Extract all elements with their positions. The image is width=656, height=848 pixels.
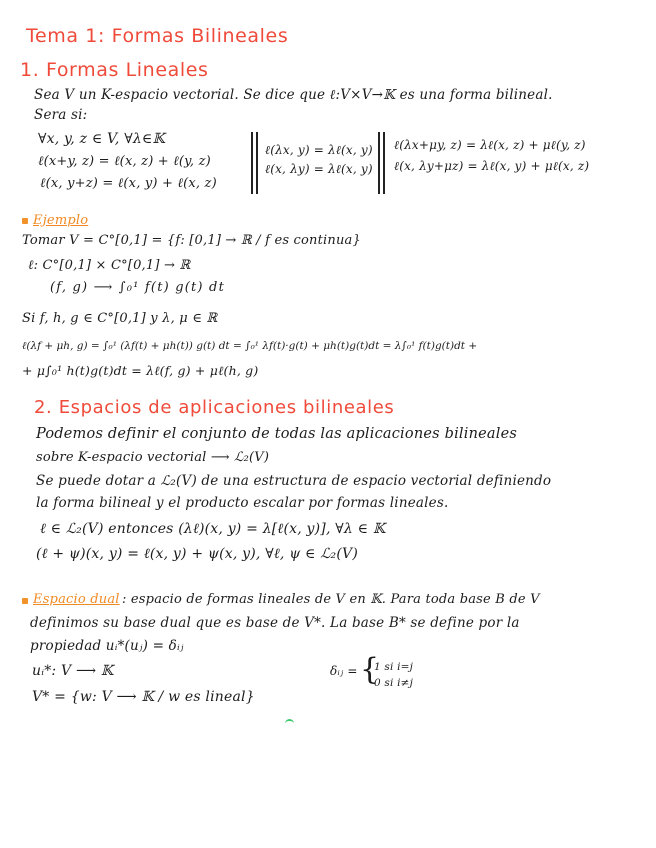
condition-additivity-first: ℓ(x+y, z) = ℓ(x, z) + ℓ(y, z) — [38, 154, 211, 169]
divider-left-b — [256, 132, 258, 194]
section1-intro-line1: Sea V un K-espacio vectorial. Se dice que ℓ:V×V→𝕂 es una forma bilineal. — [34, 87, 553, 103]
ejemplo-line2: ℓ: C°[0,1] × C°[0,1] → ℝ — [28, 258, 191, 273]
section2-line3: Se puede dotar a ℒ₂(V) de una estructura de espacio vectorial definiendo — [36, 473, 552, 489]
condition-linear-second: ℓ(x, λy+μz) = λℓ(x, y) + μℓ(x, z) — [394, 159, 590, 173]
section2-line4: la forma bilineal y el producto escalar por formas lineales. — [36, 495, 449, 511]
section1-title: 1. Formas Lineales — [20, 59, 209, 81]
delta-brace: { — [360, 652, 380, 687]
section2-line5: ℓ ∈ ℒ₂(V) entonces (λℓ)(x, y) = λ[ℓ(x, y)], ∀λ ∈ 𝕂 — [40, 521, 386, 537]
dual-line5: V* = {w: V ⟶ 𝕂 / w es lineal} — [32, 689, 255, 705]
dual-line1: : espacio de formas lineales de V en 𝕂. Para toda base B de V — [122, 592, 540, 607]
section2-line2: sobre K-espacio vectorial ⟶ ℒ₂(V) — [36, 450, 270, 465]
divider-right-a — [378, 132, 380, 194]
condition-quantifier: ∀x, y, z ∈ V, ∀λ∈𝕂 — [38, 131, 165, 147]
condition-homogeneity-first: ℓ(λx, y) = λℓ(x, y) — [265, 143, 373, 157]
dual-line3: propiedad uᵢ*(uⱼ) = δᵢⱼ — [30, 638, 184, 654]
divider-right-b — [383, 132, 385, 194]
section2-line1: Podemos definir el conjunto de todas las aplicaciones bilineales — [36, 426, 518, 442]
ejemplo-line5: ℓ(λf + μh, g) = ∫₀¹ (λf(t) + μh(t)) g(t) dt = ∫₀¹ λf(t)·g(t) + μh(t)g(t)dt = λ∫₀¹ f(t)g(t)dt + — [22, 340, 478, 352]
condition-homogeneity-second: ℓ(x, λy) = λℓ(x, y) — [265, 162, 373, 176]
delta-lhs: δᵢⱼ = — [330, 664, 358, 678]
section2-line6: (ℓ + ψ)(x, y) = ℓ(x, y) + ψ(x, y), ∀ℓ, ψ ∈ ℒ₂(V) — [36, 546, 358, 562]
ejemplo-bullet — [22, 218, 28, 224]
condition-additivity-second: ℓ(x, y+z) = ℓ(x, y) + ℓ(x, z) — [40, 176, 217, 191]
ejemplo-label: Ejemplo — [33, 213, 89, 228]
ejemplo-line4: Si f, h, g ∈ C°[0,1] y λ, μ ∈ ℝ — [22, 311, 218, 326]
section2-title: 2. Espacios de aplicaciones bilineales — [34, 397, 395, 418]
divider-left-a — [251, 132, 253, 194]
ejemplo-line6: + μ∫₀¹ h(t)g(t)dt = λℓ(f, g) + μℓ(h, g) — [22, 363, 259, 378]
green-pen-mark — [285, 719, 294, 726]
dual-bullet — [22, 598, 28, 604]
condition-linear-first: ℓ(λx+μy, z) = λℓ(x, z) + μℓ(y, z) — [394, 138, 586, 152]
dual-line2: definimos su base dual que es base de V*. La base B* se define por la — [30, 615, 520, 631]
dual-label: Espacio dual — [33, 592, 120, 607]
section1-intro-line2: Sera si: — [34, 107, 88, 123]
tema-title: Tema 1: Formas Bilineales — [26, 25, 289, 47]
ejemplo-line3: (f, g) ⟶ ∫₀¹ f(t) g(t) dt — [50, 280, 225, 295]
delta-case-equal: 1 si i=j — [374, 661, 414, 673]
dual-line4: uᵢ*: V ⟶ 𝕂 — [32, 663, 114, 679]
delta-case-unequal: 0 si i≠j — [374, 677, 414, 689]
ejemplo-line1: Tomar V = C°[0,1] = {f: [0,1] → ℝ / f es continua} — [22, 233, 361, 248]
